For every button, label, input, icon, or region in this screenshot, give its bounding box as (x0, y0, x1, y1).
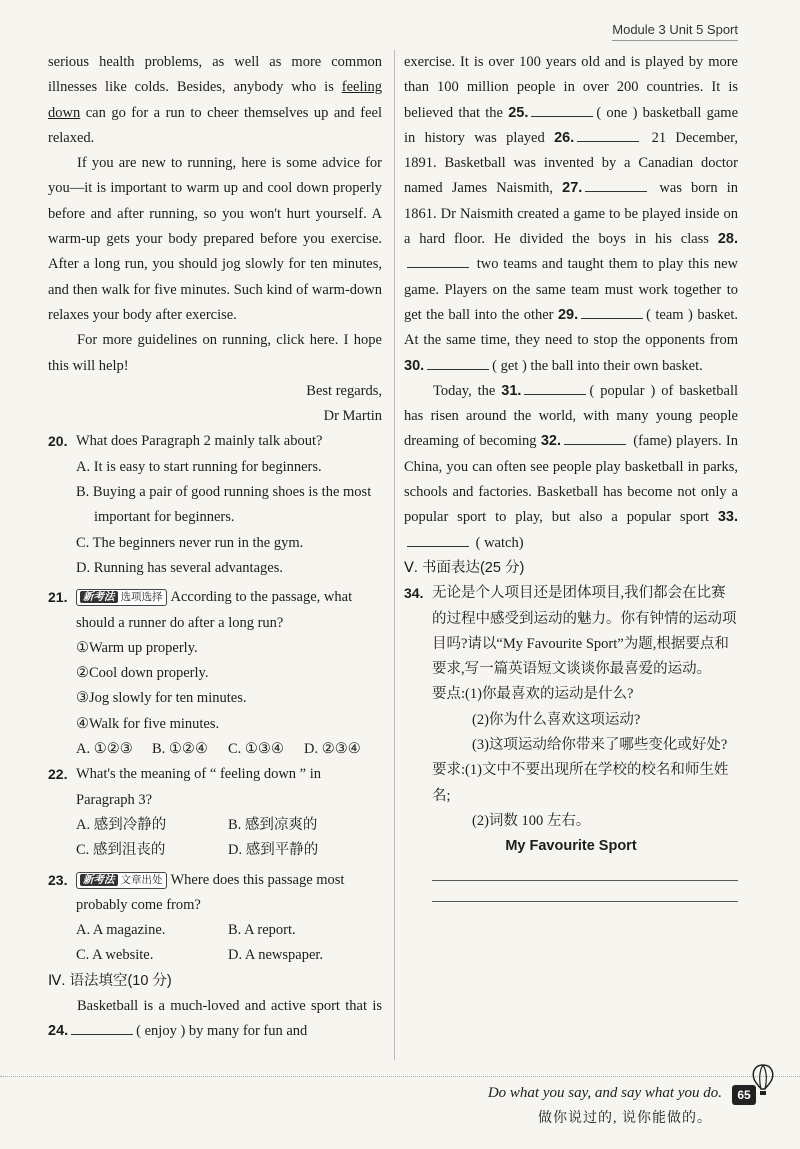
left-column (48, 50, 382, 1045)
option-23d[interactable]: D. A newspaper. (228, 947, 324, 964)
question-20: 20. What does Paragraph 2 mainly talk about? A. It is easy to start running for beginners. B. Buying a pair of good running shoes is the most important for beginners. C. The beginners never run in the gym. D. Running has several advantages. (48, 429, 382, 581)
column-divider (394, 50, 395, 1060)
essay-title: My Favourite Sport (505, 838, 637, 855)
right-column (404, 50, 738, 902)
option-22b[interactable]: B. 感到凉爽的 (228, 816, 318, 833)
step-4: ④Walk for five minutes. (76, 715, 220, 732)
new-method-tag: 新考法 选项选择 (76, 589, 167, 606)
option-20c[interactable]: C. The beginners never run in the gym. (76, 534, 304, 551)
option-20d[interactable]: D. Running has several advantages. (76, 559, 283, 576)
page-footer (0, 1076, 800, 1149)
option-22a[interactable]: A. 感到冷静的 (76, 816, 167, 833)
blank-24[interactable] (71, 1020, 133, 1035)
section-4-heading: Ⅳ. 语法填空(10 分) (48, 972, 172, 989)
question-21: 21. 新考法 选项选择 According to the passage, what should a runner do after a long run? ①Warm up properly. ②Cool down properly. ③Jog slowly for ten minutes. ④Walk for five minutes. A. ①②③ B. ①②④ C. ①③④ D. ②③④ (48, 585, 382, 762)
passage-paragraph-3: For more guidelines on running, click here. I hope this will help! (48, 332, 382, 374)
question-34: 34. 无论是个人项目还是团体项目,我们都会在比赛的过程中感受到运动的魅力。你有钟情的运动项目吗?请以“My Favourite Sport”为题,根据要点和要求,写一篇英语短文谈谈你最喜爱的运动。 要点:(1)你最喜欢的运动是什么? (2)你为什么喜欢这项运动? (3)这项运动给你带来了哪些变化或好处? 要求:(1)文中不要出现所在学校的校名和师生姓名; (2)词数 100 左右。 (404, 581, 738, 834)
passage-paragraph-1: serious health problems, as well as more common illnesses like colds. Besides, anybody who is feeling down can go for a run to cheer themselves up and feel relaxed. (48, 54, 383, 146)
new-method-tag: 新考法 文章出处 (76, 872, 167, 889)
blank-30[interactable] (427, 355, 489, 370)
blank-26[interactable] (577, 127, 639, 142)
blank-32[interactable] (564, 430, 626, 445)
section-5-heading: Ⅴ. 书面表达(25 分) (404, 559, 525, 576)
requirement-2: (2)词数 100 左右。 (472, 812, 591, 829)
motto-chinese: 做你说过的, 说你能做的。 (538, 1111, 712, 1126)
letter-closing: Best regards, (306, 382, 382, 399)
cloze-paragraph-start: Basketball is a much-loved and active sport that is 24. ( enjoy ) by many for fun and (48, 997, 382, 1040)
blank-25[interactable] (531, 102, 593, 117)
passage-paragraph-2: If you are new to running, here is some advice for you—it is important to warm up and cool down properly before and after running, so you won't hurt yourself. A warm-up gets your body prepared before you exercise. After a long run, you should jog slowly for ten minutes, and then walk for five minutes. Such kind of warm-down relaxes your body after exercise. (48, 155, 382, 323)
option-22d[interactable]: D. 感到平静的 (228, 842, 319, 859)
blank-31[interactable] (524, 380, 586, 395)
option-23a[interactable]: A. A magazine. (76, 922, 166, 939)
point-3: (3)这项运动给你带来了哪些变化或好处? (472, 737, 728, 754)
question-22: 22. What's the meaning of “ feeling down ” in Paragraph 3? A. 感到冷静的 B. 感到凉爽的 C. 感到沮丧的 D. 感到平静的 (48, 762, 382, 863)
motto-english: Do what you say, and say what you do. (487, 1085, 722, 1101)
option-21c[interactable]: C. ①③④ (228, 741, 284, 758)
cloze-paragraph-1: exercise. It is over 100 years old and is played by more than 100 million people in over 200 countries. It is believed that the 25. ( one ) basketball game in history was played 26. 21 December, 1891. Basketball was invented by a Canadian doctor named James Naismith, 27. was born in 1861. Dr Naismith created a game to be played inside on a hard floor. He divided the boys in his class 28. two teams and taught them to play this new game. Players on the same team must work together to get the ball into the other 29. ( team ) basket. At the same time, they need to stop the opponents from 30. ( get ) the ball into their own basket. (404, 54, 739, 374)
question-23: 23. 新考法 文章出处 Where does this passage most probably come from? A. A magazine. B. A report. C. A website. D. A newspaper. (48, 868, 382, 969)
blank-27[interactable] (585, 177, 647, 192)
cloze-paragraph-2: Today, the 31. ( popular ) of basketball has risen around the world, with many young people dreaming of becoming 32. (fame) players. In China, you can often see people play basketball in parks, schools and factories. Basketball has become not only a popular sport to play, but also a popular sport 33. ( watch) (404, 379, 738, 556)
point-2: (2)你为什么喜欢这项运动? (472, 711, 641, 728)
option-20a[interactable]: A. It is easy to start running for beginners. (76, 458, 322, 475)
underlined-phrase: feeling down (48, 79, 383, 121)
blank-33[interactable] (407, 532, 469, 547)
page-header: Module 3 Unit 5 Sport (612, 22, 738, 41)
hot-air-balloon-icon (750, 1063, 776, 1097)
option-23b[interactable]: B. A report. (228, 922, 296, 939)
option-21a[interactable]: A. ①②③ (76, 741, 133, 758)
option-20b[interactable]: B. Buying a pair of good running shoes is the most important for beginners. (76, 484, 372, 526)
blank-29[interactable] (581, 304, 643, 319)
option-21b[interactable]: B. ①②④ (152, 741, 208, 758)
answer-line-1[interactable] (432, 880, 738, 881)
step-2: ②Cool down properly. (76, 665, 209, 682)
answer-line-2[interactable] (432, 901, 738, 902)
blank-28[interactable] (407, 253, 469, 268)
option-21d[interactable]: D. ②③④ (304, 741, 361, 758)
requirements-label: 要求:(1)文中不要出现所在学校的校名和师生姓名; (432, 762, 729, 804)
points-label: 要点:(1)你最喜欢的运动是什么? (432, 686, 634, 703)
step-3: ③Jog slowly for ten minutes. (76, 690, 247, 707)
page-number: 65 (732, 1085, 756, 1105)
option-23c[interactable]: C. A website. (76, 947, 154, 964)
option-22c[interactable]: C. 感到沮丧的 (76, 842, 166, 859)
letter-signature: Dr Martin (323, 408, 382, 425)
step-1: ①Warm up properly. (76, 639, 198, 656)
